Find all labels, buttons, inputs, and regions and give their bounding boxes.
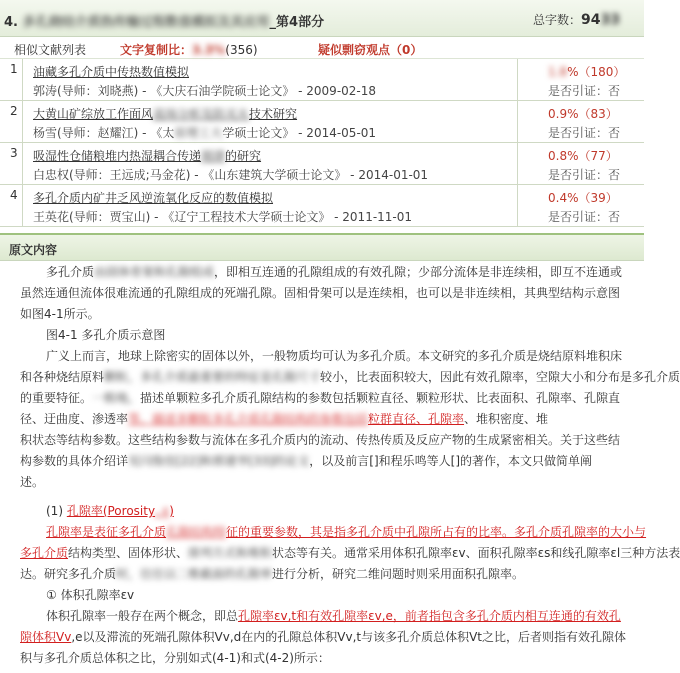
- text-span: 结构类型、固体形状、: [68, 546, 189, 560]
- similarity-cell: [517, 59, 645, 100]
- similarity-percent: 0.8%（77）: [548, 149, 618, 163]
- table-row: [0, 143, 644, 185]
- matched-text: 隙体积Vv: [20, 630, 72, 644]
- text-line: [46, 262, 622, 283]
- text-line: [20, 627, 626, 648]
- table-row: [0, 185, 644, 227]
- text-line: 虽然连通但流体很难流通的孔隙组成的死端孔隙。固相骨架可以是连续相，也可以是非连续相，其典型结构示意图: [20, 286, 621, 300]
- text-line: [46, 522, 646, 543]
- copy-ratio-count: (356): [225, 43, 258, 57]
- similarity-value: %（180）: [567, 65, 626, 79]
- source-title-link[interactable]: 油藏多孔介质中传热数值模拟: [33, 65, 190, 79]
- text-line: 述。: [20, 475, 45, 489]
- source-title-link[interactable]: 多孔介质内矿井乏风逆流氧化反应的数值模拟: [33, 191, 274, 205]
- matched-text: 孔隙率εv,t和有效孔隙率εv,e，前者指包含多孔介质内相互连通的有效孔: [238, 609, 621, 623]
- text-span: 的重要特征。: [20, 391, 93, 405]
- text-line: [46, 606, 621, 627]
- text-line: [20, 564, 524, 585]
- source-meta: 郭涛(导师：刘晓燕) - 《大庆石油学院硕士论文》 - 2009-02-18: [33, 84, 377, 98]
- text-span: 多孔介质: [46, 265, 95, 279]
- text-redacted: 见闫俊佳[22]和郭建华[33]的论文: [128, 454, 310, 468]
- text-span: 体积孔隙率一般存在两个概念，即总: [46, 609, 239, 623]
- text-redacted: 排列方式和堆积: [188, 546, 273, 560]
- text-span: ，即相互连通的孔隙组成的有效孔隙；少部分流体是非连续相，即互不连通或: [214, 265, 623, 279]
- copy-ratio-label: 文字复制比：: [120, 43, 193, 57]
- matched-text: 孔隙率是表征多孔介质: [46, 525, 167, 539]
- text-span: 构参数的具体介绍详: [20, 454, 129, 468]
- matched-text: 多孔介质: [20, 546, 69, 560]
- title-redacted: 流场分析及防灭火: [153, 107, 250, 121]
- title-prefix: 4.: [4, 15, 18, 30]
- row-index-number: 1: [10, 62, 18, 76]
- similarity-cell: [517, 185, 645, 226]
- source-meta: [33, 124, 376, 141]
- text-line: 积状态等结构参数。这些结构参数与流体在多孔介质内的流动、传热传质及反应产物的生成紧密相关。关于这些结: [20, 433, 621, 447]
- text-line: 广义上而言，地球上除密实的固体以外，一般物质均可认为多孔介质。本文研究的多孔介质是烧结原料堆积床: [46, 349, 623, 363]
- matched-text: ): [169, 504, 174, 518]
- text-span: 较小，比表面积较大，因此有效孔隙率，空隙大小和分布是多孔介质: [320, 370, 680, 384]
- word-count-label: 总字数：: [533, 13, 582, 27]
- title-part: 的研究: [225, 149, 262, 163]
- title-suffix: _第4部分: [269, 15, 325, 30]
- similar-list-link[interactable]: 相似文献列表: [14, 43, 87, 57]
- text-redacted: 等，描述多颗粒多孔介质孔隙结构的参数包括: [128, 412, 369, 426]
- text-span: 进行分析，研究二维问题时则采用面积孔隙率。: [272, 567, 525, 581]
- matched-text: 孔隙率(Porosity: [66, 504, 156, 518]
- similarity-percent: [548, 63, 625, 80]
- text-redacted: 时，往往以二维截面的孔隙率: [116, 567, 273, 581]
- text-span: ,e以及滞流的死端孔隙体积Vv,d在内的孔隙总体积Vv,t与该多孔介质总体积Vt之比，后者则指有效孔隙体: [71, 630, 626, 644]
- source-meta: 王英花(导师：贾宝山) - 《辽宁工程技术大学硕士论文》 - 2011-11-01: [33, 210, 413, 224]
- word-count: [533, 11, 620, 28]
- matched-text: 粒群直径、孔隙率: [368, 412, 465, 426]
- row-index-number: 2: [10, 104, 18, 118]
- source-meta: 白忠权(导师：王远成;马金花) - 《山东建筑大学硕士论文》 - 2014-01-01: [33, 168, 429, 182]
- text-redacted: 孔隙结构特: [166, 525, 227, 539]
- text-line: [20, 367, 680, 388]
- source-title-link[interactable]: [33, 147, 261, 164]
- summary-bar: [0, 37, 644, 59]
- row-index: [0, 185, 23, 226]
- meta-redacted: 原理工大: [174, 126, 223, 140]
- title-redacted: 多孔烧结介质热传输过程数值模拟及其应用: [22, 15, 270, 30]
- text-span: 、堆积密度、堆: [464, 412, 549, 426]
- table-row: [0, 101, 644, 143]
- text-span: 达。研究多孔介质: [20, 567, 117, 581]
- row-index: [0, 101, 23, 142]
- figure-caption: 图4-1 多孔介质示意图: [46, 328, 166, 342]
- text-span: 描述单颗粒多孔介质孔隙结构的参数包括颗粒直径、颗粒形状、比表面积、孔隙率、孔隙直: [140, 391, 621, 405]
- text-line: [20, 409, 548, 430]
- suspected-plagiarism-link[interactable]: 疑似剽窃观点（0）: [318, 43, 423, 57]
- subsection-heading: ① 体积孔隙率εv: [46, 588, 135, 602]
- word-count-value: 94: [581, 12, 601, 28]
- text-redacted: 颗粒，多孔介质最重要的特征是孔隙尺寸: [104, 370, 321, 384]
- text-redacted: 由固体骨架和孔隙组成: [94, 265, 215, 279]
- row-index-number: 4: [10, 188, 18, 202]
- title-redacted: 规律: [201, 149, 226, 163]
- meta-part: 杨雪(导师：赵耀江) - 《太: [33, 126, 175, 140]
- cited-status: 是否引证：否: [548, 84, 621, 98]
- cited-status: 是否引证：否: [548, 168, 621, 182]
- original-content-label: 原文内容: [9, 243, 58, 257]
- text-span: 状态等有关。通常采用体积孔隙率εv、面积孔隙率εs和线孔隙率εl三种方法表: [272, 546, 680, 560]
- title-part: 技术研究: [249, 107, 298, 121]
- title-part: 吸湿性仓储粮堆内热湿耦合传递: [33, 149, 202, 163]
- section-title: [4, 11, 324, 30]
- text-span: 和各种烧结原料: [20, 370, 105, 384]
- word-count-redacted: 33: [600, 12, 620, 28]
- text-redacted: 一般地，: [92, 391, 141, 405]
- text-line: [20, 388, 620, 409]
- similarity-percent: 0.9%（83）: [548, 107, 618, 121]
- similarity-cell: [517, 101, 645, 142]
- row-index-number: 3: [10, 146, 18, 160]
- similarity-percent: 0.4%（39）: [548, 191, 618, 205]
- meta-part: 学硕士论文》 - 2014-05-01: [222, 126, 377, 140]
- text-span: (1): [46, 504, 67, 518]
- text-line: [20, 543, 680, 564]
- similarity-cell: [517, 143, 645, 184]
- text-line: 积与多孔介质总体积之比，分别如式(4-1)和式(4-2)所示：: [20, 651, 330, 665]
- table-row: [0, 59, 644, 101]
- similarity-redacted: 1.8: [548, 65, 568, 79]
- copy-ratio-redacted: 3.3%: [192, 43, 226, 57]
- title-part: 大黄山矿综放工作面风: [33, 107, 154, 121]
- row-index: [0, 143, 23, 184]
- report-header: [0, 0, 644, 37]
- section-heading: [46, 501, 174, 522]
- copy-ratio: [120, 41, 258, 58]
- source-title-link[interactable]: [33, 105, 297, 122]
- matched-text: 征的重要参数，其是指多孔介质中孔隙所占有的比率。多孔介质孔隙率的大小与: [226, 525, 647, 539]
- cited-status: 是否引证：否: [548, 210, 621, 224]
- row-index: [0, 59, 23, 100]
- original-content-header: [0, 233, 644, 261]
- text-line: 如图4-1所示。: [20, 307, 100, 321]
- cited-status: 是否引证：否: [548, 126, 621, 140]
- text-line: [20, 451, 592, 472]
- text-span: 径、迂曲度、渗透率: [20, 412, 129, 426]
- text-redacted: , ε: [155, 504, 170, 518]
- text-span: ，以及前言[]和程乐鸣等人[]的著作，本文只做简单阐: [309, 454, 593, 468]
